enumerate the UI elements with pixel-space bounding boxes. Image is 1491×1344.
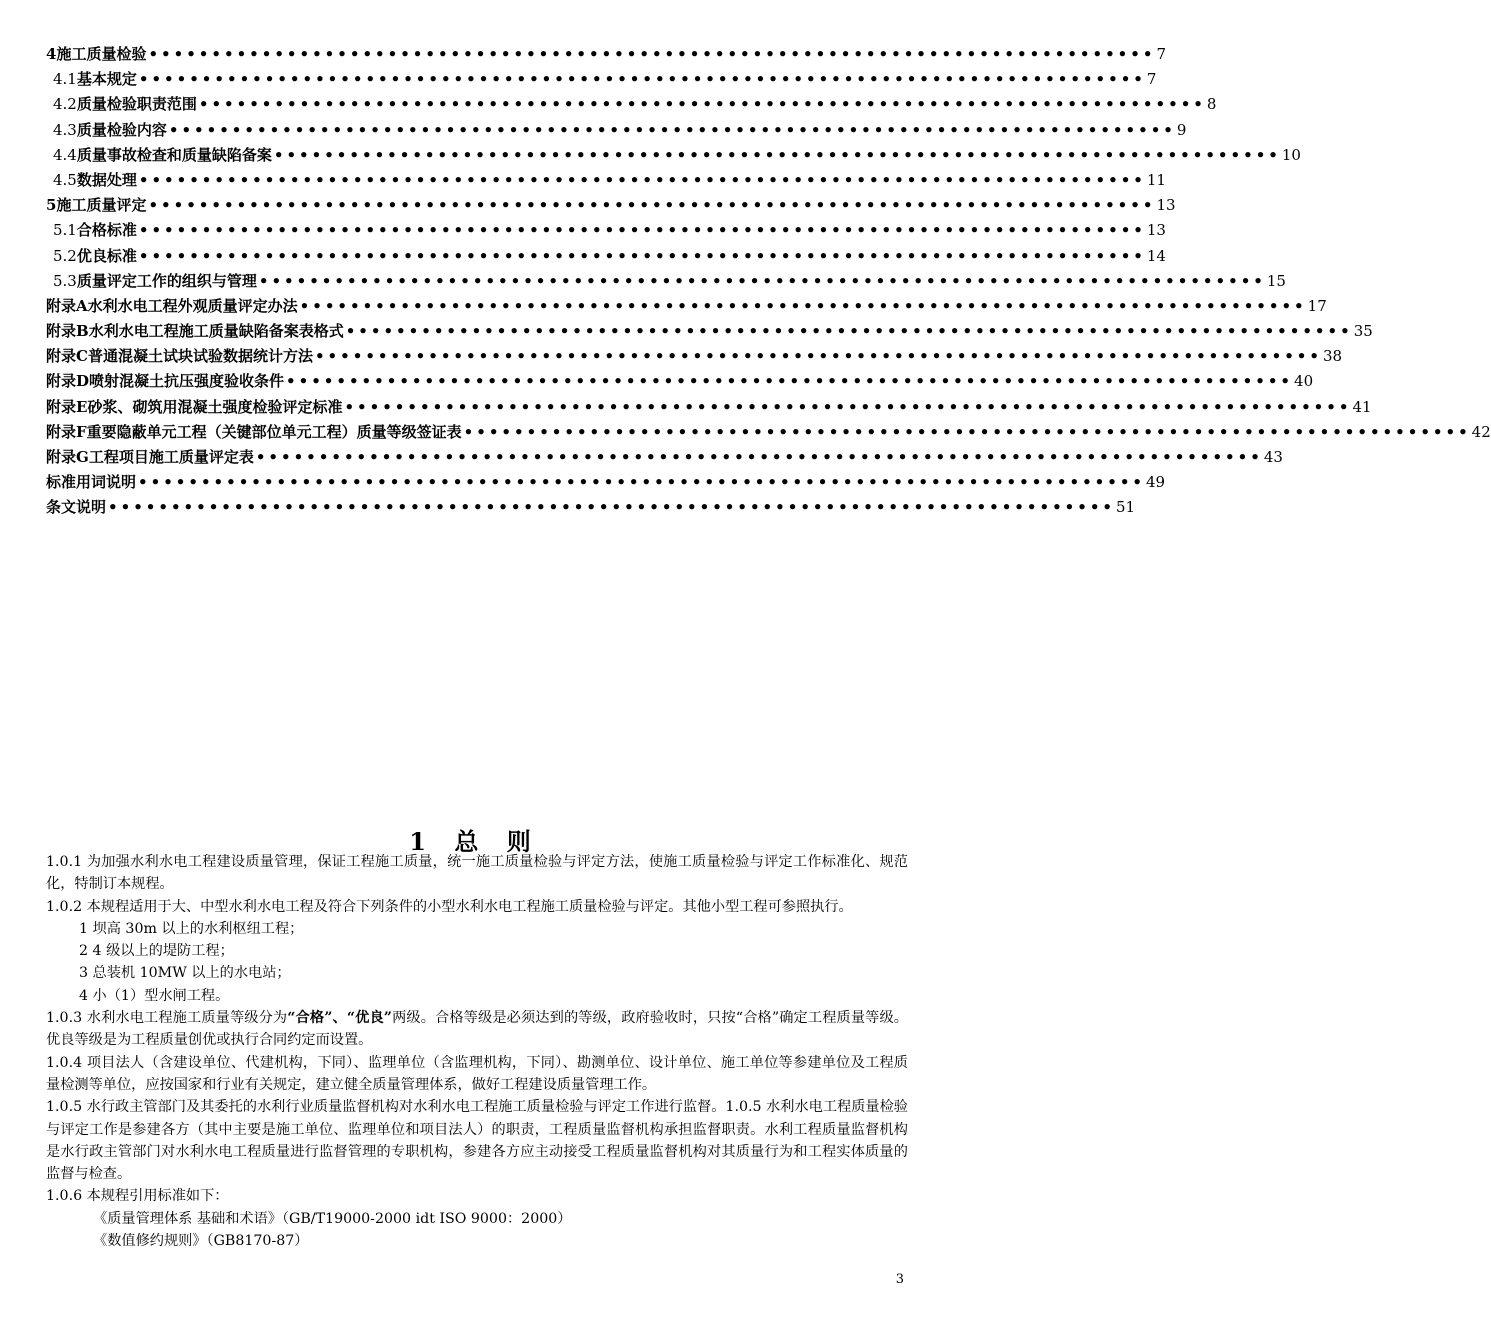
toc-entry-page: 11 (1146, 170, 1166, 189)
toc-entry (46, 168, 1166, 193)
toc-entry-number: 4.1 (53, 70, 77, 89)
clause-1-0-3-rest: 两级。合格等级是必须达到的等级，政府验收时，只按“合格”确定工程质量等级。优良等级是为工程质量创优或执行合同约定而设置。 (46, 1010, 908, 1049)
toc-entry-title: 标准用词说明 (46, 473, 137, 492)
table-of-contents (46, 42, 1491, 521)
page-number: 3 (895, 1272, 904, 1287)
toc-entry (46, 42, 1166, 67)
toc-entry-title: 合格标准 (76, 221, 137, 240)
toc-entry-page: 14 (1146, 246, 1166, 265)
toc-entry-page: 49 (1146, 473, 1166, 492)
toc-entry-page: 8 (1206, 95, 1217, 114)
toc-entry (46, 218, 1166, 243)
reference-item: 《数值修约规则》（GB8170-87） (93, 1233, 309, 1250)
toc-entry (46, 193, 1176, 218)
toc-entry-title: 重要隐蔽单元工程（关键部位单元工程）质量等级签证表 (86, 422, 462, 441)
toc-dot-leader: •••••••••••••••••••••••••••••••••••••••••••••••••••••••••••••••••••••••••••••••• (463, 422, 1471, 441)
toc-dot-leader: •••••••••••••••••••••••••••••••••••••••••••••••••••••••••••••••••••••••••••••••• (168, 120, 1176, 139)
toc-dot-leader: •••••••••••••••••••••••••••••••••••••••••••••••••••••••••••••••••••••••••••••••• (314, 347, 1322, 366)
toc-entry (46, 269, 1286, 294)
toc-dot-leader: •••••••••••••••••••••••••••••••••••••••••••••••••••••••••••••••••••••••••••••••• (138, 170, 1146, 189)
toc-entry-title: 基本规定 (76, 70, 137, 89)
toc-entry (46, 244, 1166, 269)
toc-entry (46, 495, 1136, 520)
toc-entry-title: 条文说明 (46, 498, 107, 517)
toc-entry-number: 5 (46, 196, 57, 215)
toc-entry-page: 43 (1263, 448, 1283, 466)
toc-entry-title: 喷射混凝土抗压强度验收条件 (89, 372, 285, 391)
toc-dot-leader: •••••••••••••••••••••••••••••••••••••••••••••••••••••••••••••••••••••••••••••••• (148, 45, 1156, 63)
toc-entry (46, 143, 1301, 168)
toc-entry-number: 附录G (46, 448, 89, 466)
toc-dot-leader: •••••••••••••••••••••••••••••••••••••••••••••••••••••••••••••••••••••••••••••••• (138, 473, 1146, 492)
toc-entry-title: 普通混凝土试块试验数据统计方法 (87, 347, 313, 366)
toc-entry (46, 395, 1372, 420)
toc-entry-number: 附录C (46, 347, 88, 366)
toc-dot-leader: •••••••••••••••••••••••••••••••••••••••••••••••••••••••••••••••••••••••••••••••• (299, 296, 1307, 315)
toc-entry-number: 4.5 (53, 170, 77, 189)
toc-entry-title: 质量检验职责范围 (76, 95, 197, 114)
toc-entry-number: 附录D (46, 372, 90, 391)
toc-entry-number: 附录E (46, 397, 88, 416)
toc-entry-number: 5.3 (53, 271, 77, 290)
toc-entry-page: 38 (1322, 347, 1343, 366)
clause-1-0-4: 1.0.4 项目法人（含建设单位、代建机构，下同）、监理单位（含监理机构，下同）、勘测单位、设计单位、施工单位等参建单位及工程质量检测等单位，应按国家和行业有关规定，建立健全质量管理体系，做好工程建设质量管理工作。 (46, 1054, 908, 1093)
toc-entry-number: 4.3 (53, 120, 77, 139)
toc-entry-title: 数据处理 (76, 170, 137, 189)
toc-entry-number: 附录B (46, 322, 89, 341)
toc-dot-leader: •••••••••••••••••••••••••••••••••••••••••••••••••••••••••••••••••••••••••••••••• (345, 322, 1353, 341)
clause-1-0-5: 1.0.5 水行政主管部门及其委托的水利行业质量监督机构对水利水电工程施工质量检验与评定工作进行监督。1.0.5 水利水电工程质量检验与评定工作是参建各方（其中主要是施工单位、监理单位和项目法人）的职责，工程质量监督机构承担监督职责。水利工程质量监督机构是水行政主管部门对水利水电工程质量进行监督管理的专职机构，参建各方应主动接受工程质量监督机构对其质量行为和工程实体质量的监督与检查。 (46, 1099, 908, 1183)
clause-1-0-3 (46, 1007, 908, 1052)
toc-dot-leader: •••••••••••••••••••••••••••••••••••••••••••••••••••••••••••••••••••••••••••••••• (286, 372, 1294, 391)
toc-entry-number: 5.1 (53, 221, 77, 240)
toc-entry-title: 施工质量评定 (56, 196, 147, 215)
toc-entry-page: 42 (1471, 422, 1491, 441)
toc-entry (46, 67, 1157, 92)
toc-entry (46, 319, 1373, 344)
toc-dot-leader: •••••••••••••••••••••••••••••••••••••••••••••••••••••••••••••••••••••••••••••••• (138, 246, 1146, 265)
clause-1-0-3-grades: “合格”、“优良” (287, 1010, 392, 1027)
clause-1-0-3-start: 1.0.3 水利水电工程施工质量等级分为 (46, 1010, 288, 1027)
toc-entry-title: 质量评定工作的组织与管理 (76, 271, 257, 290)
toc-entry-number: 5.2 (53, 246, 77, 265)
toc-entry-title: 质量检验内容 (76, 120, 167, 139)
toc-entry-title: 优良标准 (76, 246, 137, 265)
toc-dot-leader: •••••••••••••••••••••••••••••••••••••••••••••••••••••••••••••••••••••••••••••••• (108, 498, 1116, 517)
toc-entry-title: 施工质量检验 (56, 45, 147, 63)
toc-entry-number: 4 (46, 45, 57, 63)
toc-dot-leader: •••••••••••••••••••••••••••••••••••••••••••••••••••••••••••••••••••••••••••••••• (148, 196, 1156, 215)
toc-entry-number: 4.4 (53, 145, 77, 164)
toc-entry-title: 水利水电工程外观质量评定办法 (87, 296, 298, 315)
toc-dot-leader: •••••••••••••••••••••••••••••••••••••••••••••••••••••••••••••••••••••••••••••••• (273, 145, 1281, 164)
toc-entry (46, 445, 1283, 470)
clause-1-0-6: 1.0.6 本规程引用标准如下： (46, 1188, 229, 1205)
list-item: 4 小（1）型水闸工程。 (79, 987, 230, 1004)
toc-entry-page: 9 (1176, 120, 1187, 139)
toc-entry-page: 7 (1156, 45, 1166, 63)
toc-entry-title: 水利水电工程施工质量缺陷备案表格式 (88, 322, 344, 341)
toc-entry-number: 附录F (46, 422, 87, 441)
toc-dot-leader: •••••••••••••••••••••••••••••••••••••••••••••••••••••••••••••••••••••••••••••••• (138, 70, 1146, 89)
toc-entry-page: 13 (1146, 221, 1166, 240)
toc-entry-page: 13 (1156, 196, 1176, 215)
toc-entry (46, 294, 1327, 319)
list-item: 3 总装机 10MW 以上的水电站； (79, 965, 291, 982)
chapter-title: 1 总 则 (409, 827, 541, 856)
toc-dot-leader: •••••••••••••••••••••••••••••••••••••••••••••••••••••••••••••••••••••••••••••••• (138, 221, 1146, 240)
list-item: 2 4 级以上的堤防工程； (79, 943, 234, 960)
chapter-body (46, 851, 908, 1252)
toc-entry-page: 35 (1353, 322, 1373, 341)
toc-entry-page: 40 (1294, 372, 1314, 391)
toc-entry (46, 420, 1491, 445)
toc-entry-page: 17 (1307, 296, 1327, 315)
toc-entry-page: 7 (1146, 70, 1157, 89)
toc-entry (46, 369, 1314, 394)
toc-entry-page: 10 (1281, 145, 1301, 164)
toc-entry-page: 51 (1116, 498, 1136, 517)
list-item: 1 坝高 30m 以上的水利枢纽工程； (79, 920, 304, 937)
toc-dot-leader: •••••••••••••••••••••••••••••••••••••••••••••••••••••••••••••••••••••••••••••••• (344, 397, 1352, 416)
clause-1-0-2: 1.0.2 本规程适用于大、中型水利水电工程及符合下列条件的小型水利水电工程施工质量检验与评定。其他小型工程可参照执行。 (46, 898, 853, 915)
toc-dot-leader: •••••••••••••••••••••••••••••••••••••••••••••••••••••••••••••••••••••••••••••••• (255, 448, 1263, 466)
toc-dot-leader: •••••••••••••••••••••••••••••••••••••••••••••••••••••••••••••••••••••••••••••••• (258, 271, 1266, 290)
toc-entry-title: 质量事故检查和质量缺陷备案 (76, 145, 272, 164)
toc-entry-page: 15 (1266, 271, 1286, 290)
toc-entry (46, 92, 1217, 117)
toc-entry-title: 工程项目施工质量评定表 (88, 448, 254, 466)
clause-1-0-1: 1.0.1 为加强水利水电工程建设质量管理，保证工程施工质量，统一施工质量检验与评定方法，使施工质量检验与评定工作标准化、规范化，特制订本规程。 (46, 854, 908, 893)
toc-entry (46, 470, 1166, 495)
toc-entry-title: 砂浆、砌筑用混凝土强度检验评定标准 (87, 397, 343, 416)
toc-entry-number: 附录A (46, 296, 88, 315)
toc-entry (46, 118, 1187, 143)
toc-entry-page: 41 (1352, 397, 1372, 416)
toc-entry-number: 4.2 (53, 95, 77, 114)
toc-entry (46, 344, 1343, 369)
toc-dot-leader: •••••••••••••••••••••••••••••••••••••••••••••••••••••••••••••••••••••••••••••••• (198, 95, 1206, 114)
reference-item: 《质量管理体系 基础和术语》（GB/T19000-2000 idt ISO 9000：2000） (93, 1210, 572, 1227)
